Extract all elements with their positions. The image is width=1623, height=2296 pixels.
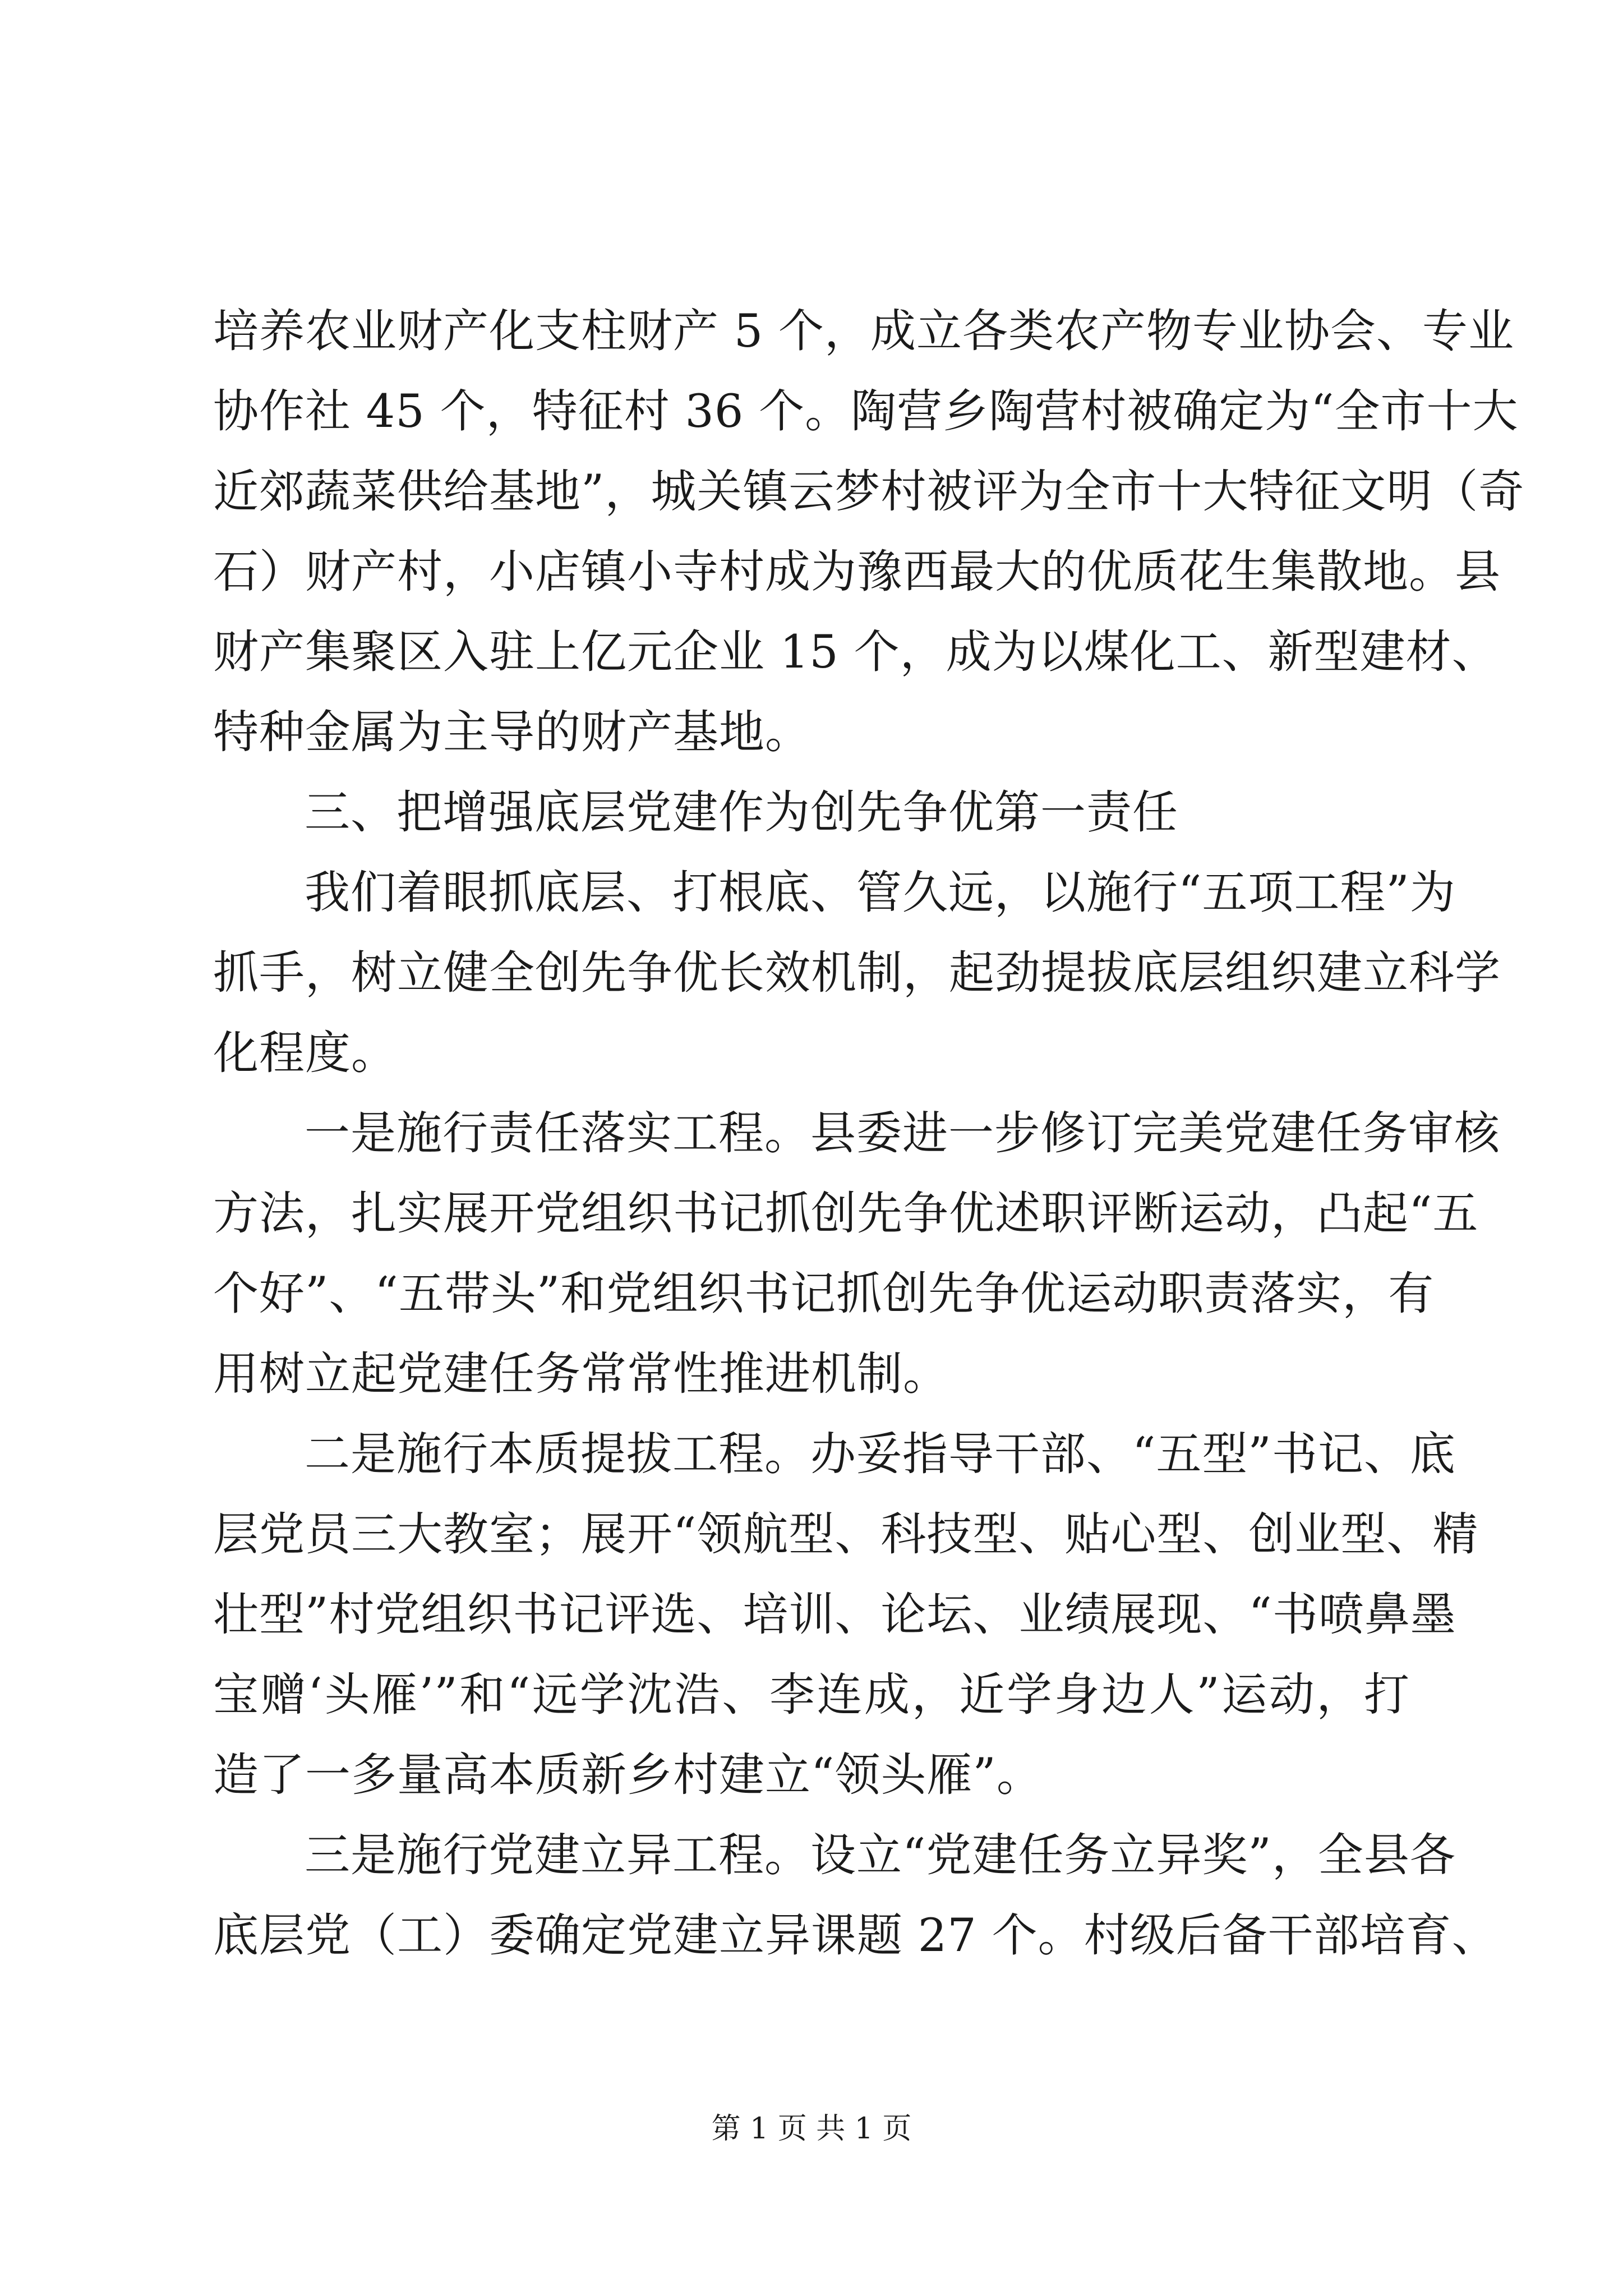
text-line: 培养农业财产化支柱财产 5 个，成立各类农产物专业协会、专业 [213,305,1515,358]
text-line: 财产集聚区入驻上亿元企业 15 个，成为以煤化工、新型建材、 [213,626,1498,679]
document-body [213,292,1525,1976]
text-line: 抓手，树立健全创先争优长效机制，起劲提拔底层组织建立科学 [213,947,1501,1000]
text-line: 石）财产村，小店镇小寺村成为豫西最大的优质花生集散地。县 [213,546,1501,599]
text-line: 层党员三大教室；展开“领航型、科技型、贴心型、创业型、精 [213,1508,1479,1561]
text-line: 底层党（工）委确定党建立异课题 27 个。村级后备干部培育、 [213,1910,1498,1962]
text-line: 一是施行责任落实工程。县委进一步修订完美党建任务审核 [305,1107,1501,1160]
text-line: 个好”、“五带头”和党组织书记抓创先争优运动职责落实，有 [213,1268,1435,1320]
page-number-label: 第 1 页 共 1 页 [711,2112,912,2146]
text-line: 三是施行党建立异工程。设立“党建任务立异奖”，全县各 [305,1829,1456,1882]
text-line: 二是施行本质提拔工程。办妥指导干部、“五型”书记、底 [305,1428,1456,1481]
text-line: 协作社 45 个，特征村 36 个。陶营乡陶营村被确定为“全市十大 [213,385,1519,438]
text-line: 用树立起党建任务常常性推进机制。 [213,1348,949,1401]
text-line: 特种金属为主导的财产基地。 [213,706,811,759]
section-heading: 三、把增强底层党建作为创先争优第一责任 [305,786,1179,839]
text-line: 方法，扎实展开党组织书记抓创先争优述职评断运动，凸起“五 [213,1188,1479,1240]
text-line: 宝赠‘头雁’”和“远学沈浩、李连成，近学身边人”运动，打 [213,1669,1410,1722]
text-line: 壮型”村党组织书记评选、培训、论坛、业绩展现、“书喷鼻墨 [213,1589,1456,1641]
text-line: 我们着眼抓底层、打根底、管久远，以施行“五项工程”为 [305,867,1456,919]
text-line: 近郊蔬菜供给基地”，城关镇云梦村被评为全市十大特征文明（奇 [213,466,1525,518]
text-line: 造了一多量高本质新乡村建立“领头雁”。 [213,1749,1043,1802]
text-line: 化程度。 [213,1027,398,1080]
page-footer [0,2109,1623,2148]
